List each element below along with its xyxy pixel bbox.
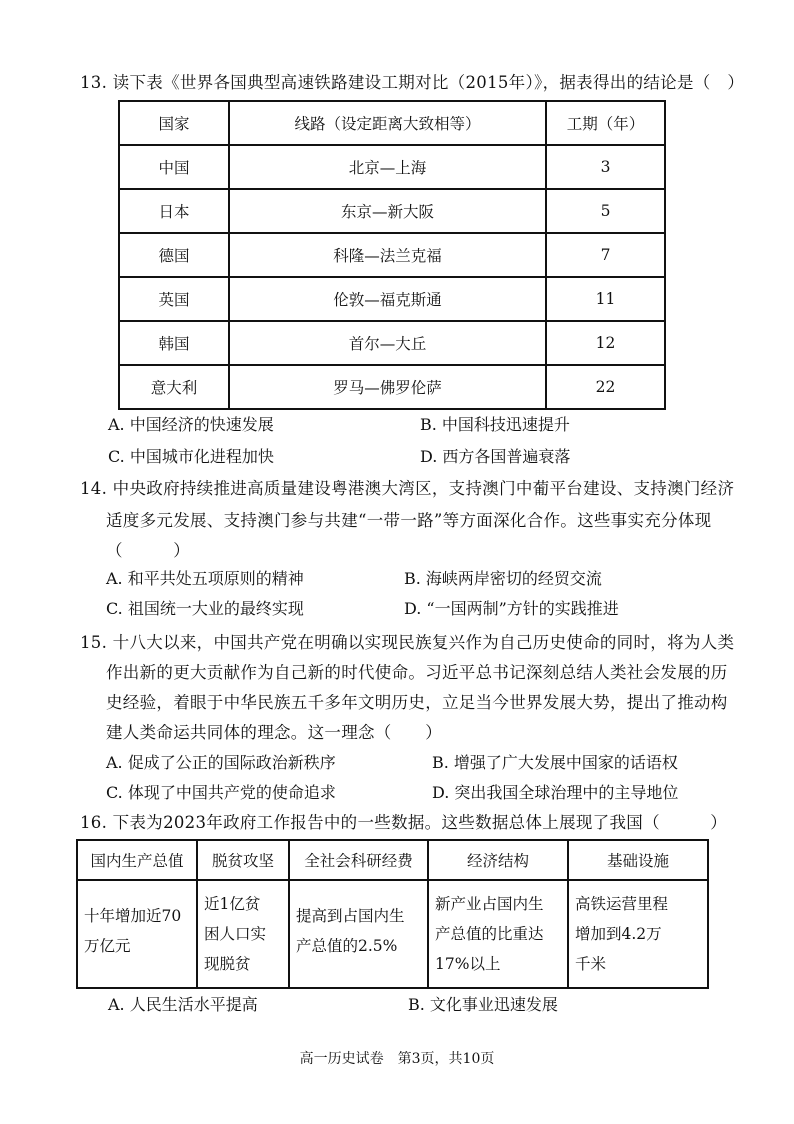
cell-line: 千米 bbox=[575, 955, 607, 973]
duration-cell: 3 bbox=[546, 145, 665, 189]
q16-option-a: A. 人民生活水平提高 bbox=[108, 995, 258, 1014]
q15-option-d: D. 突出我国全球治理中的主导地位 bbox=[432, 783, 679, 802]
route-cell: 东京—新大阪 bbox=[229, 189, 546, 233]
table-header-cell: 线路（设定距离大致相等） bbox=[229, 101, 546, 145]
q15-stem-line-3: 史经验，着眼于中华民族五千多年文明历史，立足当今世界发展大势，提出了推动构 bbox=[106, 693, 728, 712]
q14-option-a: A. 和平共处五项原则的精神 bbox=[106, 569, 304, 588]
q14-option-b: B. 海峡两岸密切的经贸交流 bbox=[404, 569, 602, 588]
q15-option-b: B. 增强了广大发展中国家的话语权 bbox=[432, 753, 678, 772]
country-cell: 德国 bbox=[119, 233, 229, 277]
route-cell: 科隆—法兰克福 bbox=[229, 233, 546, 277]
table-row bbox=[119, 233, 665, 277]
q14-stem-line-2: 适度多元发展、支持澳门参与共建“一带一路”等方面深化合作。这些事实充分体现 bbox=[106, 511, 712, 530]
country-cell: 韩国 bbox=[119, 321, 229, 365]
table-row bbox=[119, 365, 665, 409]
q16-stem: 16. 下表为2023年政府工作报告中的一些数据。这些数据总体上展现了我国（ ） bbox=[80, 813, 728, 832]
q13-stem: 13. 读下表《世界各国典型高速铁路建设工期对比（2015年）》，据表得出的结论是（ ） bbox=[80, 73, 745, 92]
table-header-row bbox=[77, 840, 708, 880]
route-cell: 首尔—大丘 bbox=[229, 321, 546, 365]
cell-line: 近1亿贫 bbox=[204, 895, 261, 913]
gdp-cell bbox=[77, 880, 197, 988]
research-cell bbox=[289, 880, 428, 988]
q13-option-d: D. 西方各国普遍衰落 bbox=[420, 447, 571, 466]
duration-cell: 22 bbox=[546, 365, 665, 409]
q14-option-d: D. “一国两制”方针的实践推进 bbox=[404, 599, 619, 618]
q13-option-c: C. 中国城市化进程加快 bbox=[108, 447, 274, 466]
cell-line: 增加到4.2万 bbox=[575, 925, 662, 943]
q15-stem-line-1: 15. 十八大以来，中国共产党在明确以实现民族复兴作为自己历史使命的同时，将为人类 bbox=[80, 633, 735, 652]
cell-line: 万亿元 bbox=[84, 937, 131, 955]
route-cell: 罗马—佛罗伦萨 bbox=[229, 365, 546, 409]
page-footer: 高一历史试卷 第3页，共10页 bbox=[299, 1051, 495, 1067]
cell-line: 17%以上 bbox=[435, 955, 501, 973]
q14-stem-line-3: （ ） bbox=[106, 541, 190, 560]
q13-option-a: A. 中国经济的快速发展 bbox=[108, 415, 274, 434]
cell-line: 产总值的2.5% bbox=[296, 937, 398, 955]
cell-line: 困人口实 bbox=[204, 925, 267, 943]
route-cell: 伦敦—福克斯通 bbox=[229, 277, 546, 321]
cell-line: 现脱贫 bbox=[204, 955, 251, 973]
q13-option-b: B. 中国科技迅速提升 bbox=[420, 415, 570, 434]
country-cell: 英国 bbox=[119, 277, 229, 321]
q15-option-a: A. 促成了公正的国际政治新秩序 bbox=[106, 753, 336, 772]
table-row bbox=[119, 321, 665, 365]
q13-table bbox=[118, 100, 666, 410]
table-row bbox=[119, 189, 665, 233]
cell-line: 高铁运营里程 bbox=[575, 895, 669, 913]
duration-cell: 7 bbox=[546, 233, 665, 277]
table-header-cell: 基础设施 bbox=[568, 840, 708, 880]
duration-cell: 5 bbox=[546, 189, 665, 233]
cell-line: 十年增加近70 bbox=[84, 907, 182, 925]
infrastructure-cell bbox=[568, 880, 708, 988]
duration-cell: 12 bbox=[546, 321, 665, 365]
cell-line: 新产业占国内生 bbox=[435, 895, 544, 913]
q16-table bbox=[76, 839, 709, 989]
table-header-cell: 全社会科研经费 bbox=[289, 840, 428, 880]
q15-stem-line-4: 建人类命运共同体的理念。这一理念（ ） bbox=[106, 723, 442, 742]
table-row bbox=[119, 277, 665, 321]
q15-option-c: C. 体现了中国共产党的使命追求 bbox=[106, 783, 336, 802]
cell-line: 产总值的比重达 bbox=[435, 925, 544, 943]
q14-stem-line-1: 14. 中央政府持续推进高质量建设粤港澳大湾区，支持澳门中葡平台建设、支持澳门经济 bbox=[80, 479, 735, 498]
economy-cell bbox=[428, 880, 568, 988]
q15-stem-line-2: 作出新的更大贡献作为自己新的时代使命。习近平总书记深刻总结人类社会发展的历 bbox=[106, 663, 728, 682]
table-header-row bbox=[119, 101, 665, 145]
country-cell: 日本 bbox=[119, 189, 229, 233]
cell-line: 提高到占国内生 bbox=[296, 907, 405, 925]
q16-option-b: B. 文化事业迅速发展 bbox=[408, 995, 558, 1014]
table-row bbox=[119, 145, 665, 189]
table-header-cell: 经济结构 bbox=[428, 840, 568, 880]
country-cell: 意大利 bbox=[119, 365, 229, 409]
duration-cell: 11 bbox=[546, 277, 665, 321]
table-row bbox=[77, 880, 708, 988]
table-header-cell: 脱贫攻坚 bbox=[197, 840, 289, 880]
country-cell: 中国 bbox=[119, 145, 229, 189]
table-header-cell: 国内生产总值 bbox=[77, 840, 197, 880]
route-cell: 北京—上海 bbox=[229, 145, 546, 189]
table-header-cell: 工期（年） bbox=[546, 101, 665, 145]
poverty-cell bbox=[197, 880, 289, 988]
q14-option-c: C. 祖国统一大业的最终实现 bbox=[106, 599, 304, 618]
table-header-cell: 国家 bbox=[119, 101, 229, 145]
